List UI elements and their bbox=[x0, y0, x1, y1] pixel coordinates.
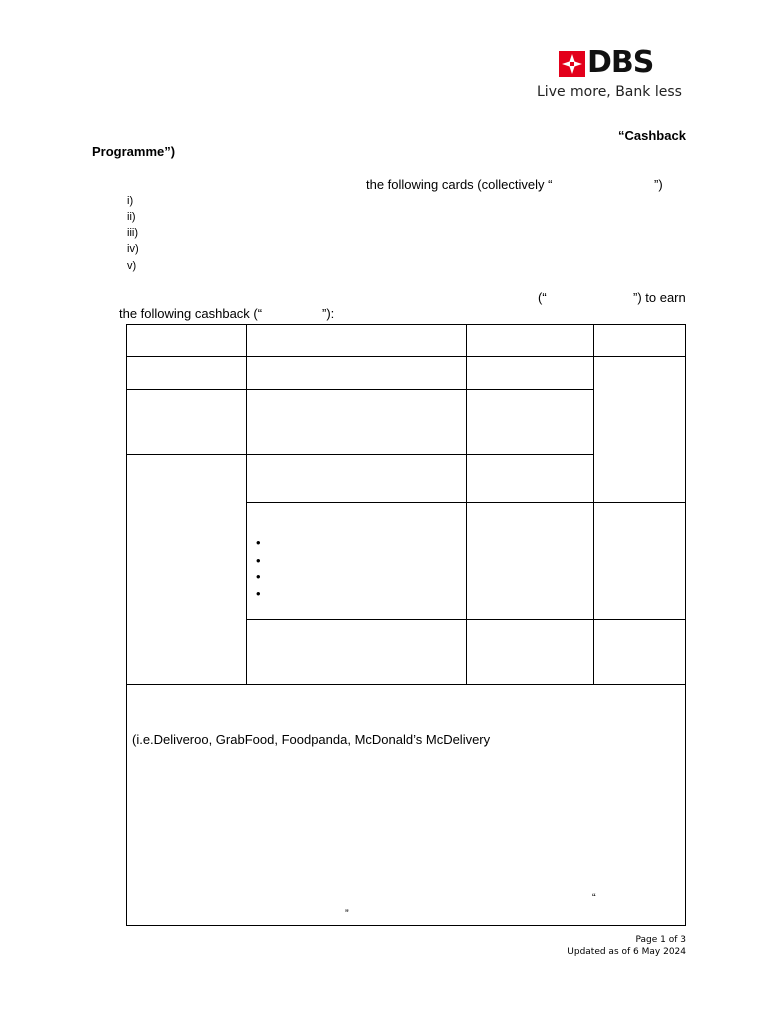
list-item: iv) bbox=[127, 243, 139, 255]
bullet-icon: • bbox=[256, 553, 261, 568]
list-item: ii) bbox=[127, 211, 136, 223]
page-number: Page 1 of 3 bbox=[635, 935, 686, 945]
list-item: i) bbox=[127, 195, 134, 207]
earn-quote-close: ”) to earn bbox=[633, 290, 686, 305]
quote-close: ” bbox=[345, 908, 349, 920]
cashback-intro-end: ”): bbox=[322, 306, 335, 321]
earn-quote-open: (“ bbox=[538, 290, 547, 305]
table-col-divider bbox=[246, 324, 247, 685]
table-row-divider bbox=[246, 502, 686, 503]
list-item: v) bbox=[127, 260, 137, 272]
tagline: Live more, Bank less bbox=[537, 84, 682, 100]
table-row-divider bbox=[126, 356, 686, 357]
table-row-divider bbox=[126, 684, 686, 685]
cards-intro: the following cards (collectively “ bbox=[366, 177, 553, 192]
programme-title-2: Programme”) bbox=[92, 144, 176, 159]
table-row-divider bbox=[246, 619, 686, 620]
table-col-divider bbox=[466, 324, 467, 685]
table-col-divider bbox=[593, 324, 594, 685]
logo-wordmark: DBS bbox=[587, 45, 654, 80]
bullet-icon: • bbox=[256, 535, 261, 550]
table-row-divider bbox=[126, 454, 594, 455]
table-row-divider bbox=[126, 389, 594, 390]
cashback-table bbox=[126, 324, 686, 926]
food-delivery-note: (i.e.Deliveroo, GrabFood, Foodpanda, McDonald’s McDelivery bbox=[132, 732, 491, 747]
cards-intro-end: ”) bbox=[654, 177, 663, 192]
updated-date: Updated as of 6 May 2024 bbox=[567, 947, 686, 957]
bullet-icon: • bbox=[256, 586, 261, 601]
dbs-logo-icon bbox=[559, 51, 585, 77]
quote-open: “ bbox=[592, 892, 596, 904]
list-item: iii) bbox=[127, 227, 138, 239]
cashback-intro: the following cashback (“ bbox=[119, 306, 263, 321]
programme-title-1: “Cashback bbox=[618, 128, 686, 143]
bullet-icon: • bbox=[256, 569, 261, 584]
